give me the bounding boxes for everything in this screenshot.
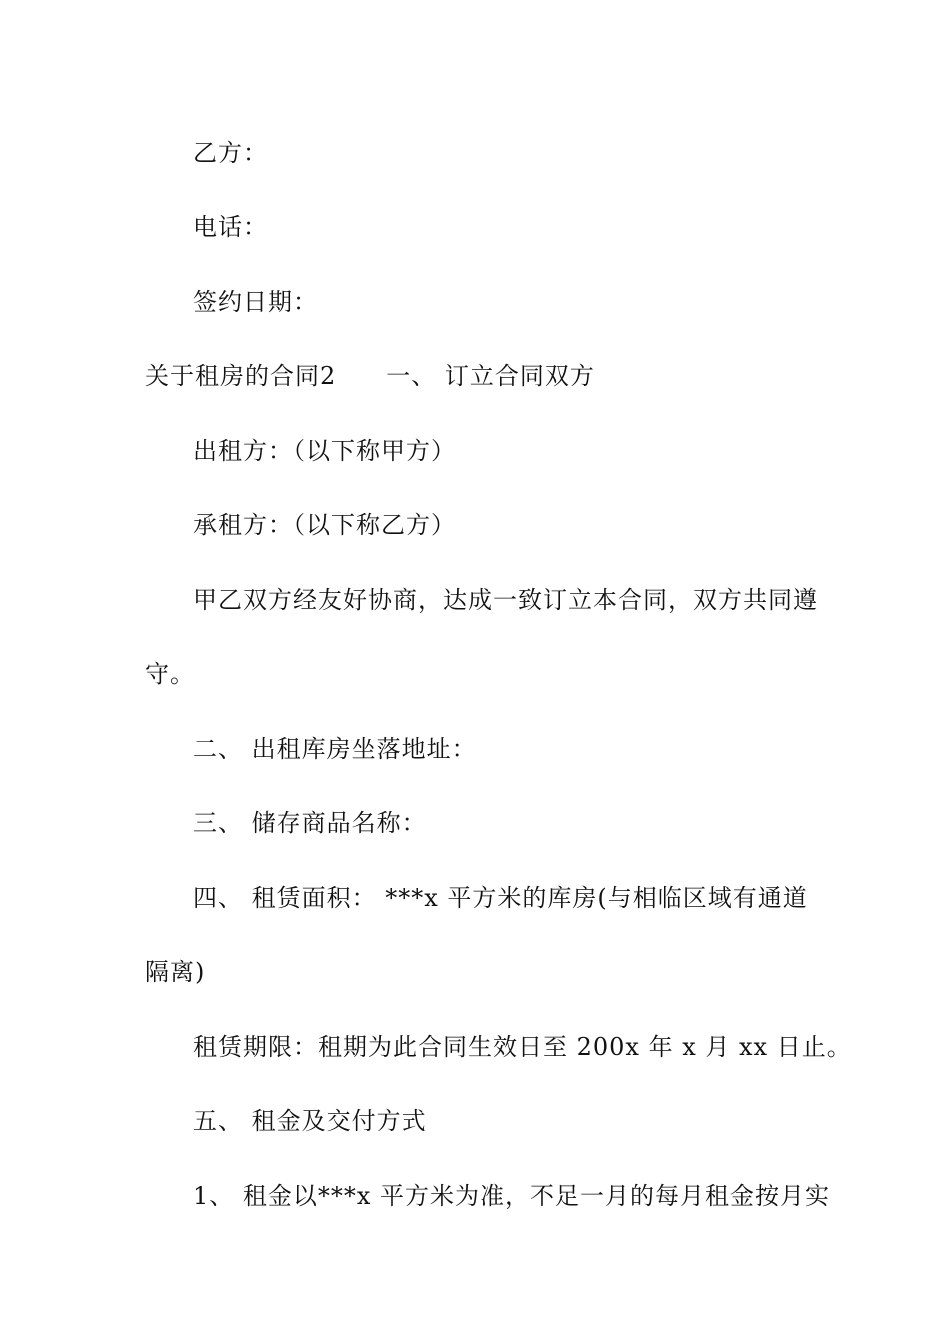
- section-five-heading: 五、 租金及交付方式: [193, 1107, 427, 1135]
- lessee-line: 承租方：（以下称乙方）: [193, 511, 456, 539]
- contract-title-line: 关于租房的合同2 一、 订立合同双方: [145, 362, 595, 390]
- party-b-line: 乙方：: [193, 139, 268, 167]
- section-three-heading: 三、 储存商品名称：: [193, 809, 427, 837]
- signing-date-line: 签约日期：: [193, 288, 318, 316]
- lease-term-line: 租赁期限：租期为此合同生效日至 200x 年 x 月 xx 日止。: [193, 1033, 852, 1061]
- rent-item-one-line: 1、 租金以***x 平方米为准，不足一月的每月租金按月实: [193, 1182, 831, 1210]
- agreement-paragraph-line2: 守。: [145, 660, 195, 688]
- section-two-heading: 二、 出租库房坐落地址：: [193, 735, 477, 763]
- agreement-paragraph-line1: 甲乙双方经友好协商，达成一致订立本合同，双方共同遵: [193, 586, 818, 614]
- lessor-line: 出租方：（以下称甲方）: [193, 437, 456, 465]
- section-four-line2: 隔离): [145, 958, 206, 986]
- section-four-line1: 四、 租赁面积： ***x 平方米的库房(与相临区域有通道: [193, 884, 808, 912]
- phone-line: 电话：: [193, 213, 268, 241]
